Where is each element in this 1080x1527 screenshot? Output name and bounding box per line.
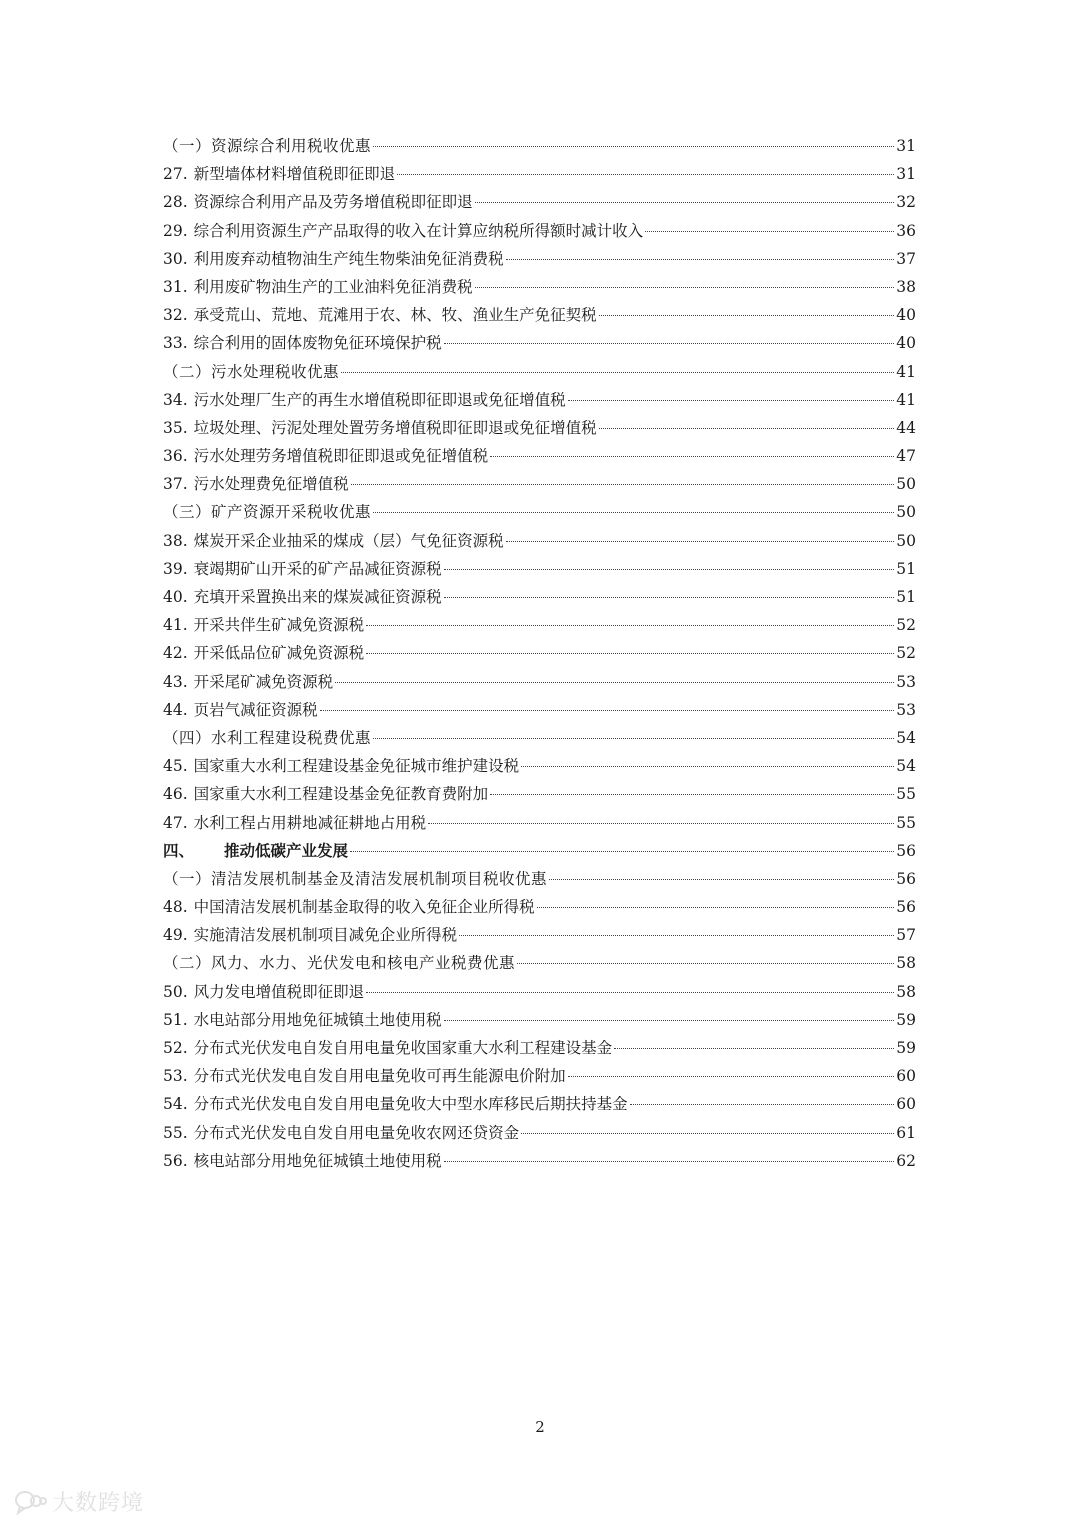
toc-entry-title: 煤炭开采企业抽采的煤成（层）气免征资源税 bbox=[193, 531, 504, 550]
toc-entry-number: 52. bbox=[163, 1039, 188, 1057]
toc-entry bbox=[163, 752, 916, 780]
toc-dot-leader bbox=[341, 372, 894, 373]
toc-section bbox=[163, 498, 916, 526]
toc-entry-number: 40. bbox=[163, 588, 188, 606]
toc-entry-number: 37. bbox=[163, 475, 188, 494]
toc-entry-title: （四）水利工程建设税费优惠 bbox=[163, 728, 372, 747]
toc-dot-leader bbox=[506, 541, 895, 542]
toc-entry bbox=[163, 301, 916, 329]
toc-entry bbox=[163, 470, 916, 498]
toc-entry-page: 55 bbox=[896, 813, 916, 832]
toc-entry-number: 29. bbox=[163, 221, 188, 240]
toc-entry-title: 中国清洁发展机制基金取得的收入免征企业所得税 bbox=[193, 898, 535, 917]
toc-entry-page: 59 bbox=[896, 1010, 916, 1029]
toc-entry-page: 56 bbox=[896, 841, 916, 860]
toc-dot-leader bbox=[490, 794, 894, 795]
toc-entry-number: 四、 bbox=[163, 840, 195, 860]
toc-entry bbox=[163, 809, 916, 837]
toc-entry bbox=[163, 1147, 916, 1175]
toc-entry-title: 开采低品位矿减免资源税 bbox=[193, 644, 365, 663]
toc-section bbox=[163, 865, 916, 893]
toc-entry-number: 34. bbox=[163, 390, 188, 409]
toc-dot-leader bbox=[475, 202, 895, 203]
toc-entry bbox=[163, 1062, 916, 1090]
toc-entry bbox=[163, 668, 916, 696]
toc-entry-page: 56 bbox=[896, 869, 916, 888]
toc-dot-leader bbox=[350, 851, 894, 852]
toc-entry bbox=[163, 329, 916, 357]
toc-dot-leader bbox=[444, 343, 895, 344]
watermark bbox=[14, 1486, 144, 1517]
toc-entry bbox=[163, 583, 916, 611]
toc-dot-leader bbox=[517, 963, 894, 964]
toc-entry-page: 61 bbox=[896, 1123, 916, 1142]
toc-entry-title: （一）资源综合利用税收优惠 bbox=[163, 137, 372, 155]
toc-dot-leader bbox=[630, 1104, 895, 1105]
toc-entry-title: 资源综合利用产品及劳务增值税即征即退 bbox=[193, 193, 473, 212]
toc-entry-page: 51 bbox=[896, 559, 916, 578]
toc-entry-number: 46. bbox=[163, 785, 188, 804]
toc-dot-leader bbox=[444, 597, 895, 598]
toc-entry-page: 31 bbox=[896, 165, 916, 184]
toc-entry-title: 实施清洁发展机制项目减免企业所得税 bbox=[193, 926, 458, 945]
toc-dot-leader bbox=[475, 287, 895, 288]
toc-entry bbox=[163, 780, 916, 808]
toc-entry-title: 综合利用的固体废物免征环境保护税 bbox=[193, 334, 442, 353]
toc-entry-number: 41. bbox=[163, 616, 188, 635]
toc-entry-title: 承受荒山、荒地、荒滩用于农、林、牧、渔业生产免征契税 bbox=[193, 306, 597, 325]
toc-entry bbox=[163, 639, 916, 667]
toc-entry bbox=[163, 160, 916, 188]
toc-entry-title: 利用废矿物油生产的工业油料免征消费税 bbox=[193, 277, 473, 296]
toc-section bbox=[163, 724, 916, 752]
toc-entry-page: 44 bbox=[896, 418, 916, 437]
toc-entry-number: 32. bbox=[163, 306, 188, 325]
toc-dot-leader bbox=[549, 879, 894, 880]
toc-dot-leader bbox=[614, 1048, 894, 1049]
toc-chapter bbox=[163, 837, 916, 865]
toc-entry bbox=[163, 527, 916, 555]
toc-entry-number: 48. bbox=[163, 898, 188, 917]
toc-entry-number: 39. bbox=[163, 559, 188, 578]
toc-entry-title: 水电站部分用地免征城镇土地使用税 bbox=[193, 1010, 442, 1029]
toc-dot-leader bbox=[537, 907, 895, 908]
toc-entry-number: 38. bbox=[163, 531, 188, 550]
table-of-contents bbox=[163, 132, 916, 1175]
toc-entry-page: 36 bbox=[896, 221, 916, 240]
toc-entry-title: 页岩气减征资源税 bbox=[193, 700, 318, 719]
toc-entry-page: 41 bbox=[896, 362, 916, 381]
toc-entry-page: 50 bbox=[896, 531, 916, 550]
toc-entry-number: 35. bbox=[163, 418, 188, 437]
toc-dot-leader bbox=[335, 682, 894, 683]
toc-entry-title: 国家重大水利工程建设基金免征城市维护建设税 bbox=[193, 757, 520, 776]
toc-dot-leader bbox=[366, 625, 894, 626]
toc-entry-number: 47. bbox=[163, 813, 188, 832]
toc-entry-number: 30. bbox=[163, 249, 188, 268]
toc-section bbox=[163, 132, 916, 160]
toc-entry-title: 水利工程占用耕地减征耕地占用税 bbox=[193, 813, 427, 832]
toc-dot-leader bbox=[645, 231, 894, 232]
toc-entry-title: 分布式光伏发电自发自用电量免收农网还贷资金 bbox=[193, 1123, 520, 1142]
toc-entry-page: 37 bbox=[896, 249, 916, 268]
toc-entry-page: 53 bbox=[896, 672, 916, 691]
toc-entry-number: 56. bbox=[163, 1151, 188, 1170]
toc-dot-leader bbox=[366, 653, 894, 654]
toc-entry bbox=[163, 696, 916, 724]
toc-dot-leader bbox=[459, 935, 894, 936]
toc-entry-title: 国家重大水利工程建设基金免征教育费附加 bbox=[193, 785, 489, 804]
toc-entry-page: 58 bbox=[896, 954, 916, 973]
toc-entry-number: 54. bbox=[163, 1095, 188, 1114]
toc-entry-page: 53 bbox=[896, 700, 916, 719]
toc-entry bbox=[163, 386, 916, 414]
toc-entry-title: 利用废弃动植物油生产纯生物柴油免征消费税 bbox=[193, 249, 504, 268]
toc-entry-number: 49. bbox=[163, 926, 188, 945]
toc-entry bbox=[163, 245, 916, 273]
page-number: 2 bbox=[535, 1418, 545, 1436]
toc-entry-number: 36. bbox=[163, 447, 188, 466]
toc-entry-number: 50. bbox=[163, 982, 188, 1001]
toc-dot-leader bbox=[373, 146, 894, 147]
toc-entry bbox=[163, 1034, 916, 1062]
toc-entry-number: 42. bbox=[163, 644, 188, 663]
toc-entry-title: 分布式光伏发电自发自用电量免收国家重大水利工程建设基金 bbox=[193, 1039, 613, 1057]
toc-entry-number: 44. bbox=[163, 700, 188, 719]
watermark-text: 大数跨境 bbox=[52, 1491, 145, 1516]
toc-entry-title: 污水处理厂生产的再生水增值税即征即退或免征增值税 bbox=[193, 390, 566, 409]
toc-entry bbox=[163, 442, 916, 470]
toc-entry bbox=[163, 1006, 916, 1034]
toc-entry-title: 核电站部分用地免征城镇土地使用税 bbox=[193, 1151, 442, 1170]
toc-entry-page: 60 bbox=[896, 1067, 916, 1086]
toc-dot-leader bbox=[444, 1161, 895, 1162]
toc-entry-number: 28. bbox=[163, 193, 188, 212]
toc-entry-page: 31 bbox=[896, 137, 916, 155]
toc-dot-leader bbox=[444, 569, 895, 570]
toc-dot-leader bbox=[428, 823, 894, 824]
toc-dot-leader bbox=[397, 174, 894, 175]
toc-dot-leader bbox=[444, 1020, 895, 1021]
toc-entry-page: 54 bbox=[896, 757, 916, 776]
toc-entry-page: 47 bbox=[896, 447, 916, 466]
toc-entry-title: （一）清洁发展机制基金及清洁发展机制项目税收优惠 bbox=[163, 869, 548, 888]
toc-dot-leader bbox=[568, 400, 895, 401]
toc-entry-page: 50 bbox=[896, 503, 916, 522]
toc-dot-leader bbox=[599, 315, 895, 316]
toc-entry-title: 衰竭期矿山开采的矿产品减征资源税 bbox=[193, 559, 442, 578]
toc-dot-leader bbox=[521, 766, 894, 767]
toc-entry-number: 45. bbox=[163, 757, 188, 776]
toc-entry bbox=[163, 555, 916, 583]
toc-entry-page: 50 bbox=[896, 475, 916, 494]
toc-entry-number: 27. bbox=[163, 165, 188, 184]
toc-entry-page: 54 bbox=[896, 728, 916, 747]
toc-entry bbox=[163, 1090, 916, 1118]
toc-entry bbox=[163, 414, 916, 442]
toc-entry-page: 32 bbox=[896, 193, 916, 212]
toc-dot-leader bbox=[506, 259, 895, 260]
toc-section bbox=[163, 949, 916, 977]
toc-entry-title: 垃圾处理、污泥处理处置劳务增值税即征即退或免征增值税 bbox=[193, 418, 597, 437]
toc-entry-title: 新型墙体材料增值税即征即退 bbox=[193, 165, 396, 184]
toc-entry-page: 52 bbox=[896, 644, 916, 663]
toc-entry-number: 33. bbox=[163, 334, 188, 353]
toc-entry bbox=[163, 978, 916, 1006]
toc-dot-leader bbox=[373, 738, 894, 739]
toc-dot-leader bbox=[599, 428, 895, 429]
toc-entry-page: 55 bbox=[896, 785, 916, 804]
toc-entry-title: 风力发电增值税即征即退 bbox=[193, 982, 365, 1001]
toc-entry-title: 充填开采置换出来的煤炭减征资源税 bbox=[193, 588, 442, 606]
toc-entry-number: 55. bbox=[163, 1123, 188, 1142]
toc-dot-leader bbox=[373, 512, 894, 513]
speech-bubble-logo-icon bbox=[14, 1489, 48, 1515]
toc-dot-leader bbox=[521, 1133, 894, 1134]
toc-dot-leader bbox=[366, 992, 894, 993]
toc-entry-number: 31. bbox=[163, 277, 188, 296]
toc-entry bbox=[163, 893, 916, 921]
toc-entry-page: 41 bbox=[896, 390, 916, 409]
toc-entry-page: 60 bbox=[896, 1095, 916, 1114]
toc-entry-page: 57 bbox=[896, 926, 916, 945]
toc-entry-number: 51. bbox=[163, 1010, 188, 1029]
toc-entry-title: 开采共伴生矿减免资源税 bbox=[193, 616, 365, 635]
toc-entry-page: 51 bbox=[896, 588, 916, 606]
toc-entry bbox=[163, 1119, 916, 1147]
toc-entry-title: 综合利用资源生产产品取得的收入在计算应纳税所得额时减计收入 bbox=[193, 221, 644, 240]
toc-entry-title: 开采尾矿减免资源税 bbox=[193, 672, 334, 691]
toc-entry bbox=[163, 921, 916, 949]
toc-entry bbox=[163, 273, 916, 301]
toc-entry-title: （二）污水处理税收优惠 bbox=[163, 362, 340, 381]
toc-section bbox=[163, 358, 916, 386]
toc-entry-title: 分布式光伏发电自发自用电量免收可再生能源电价附加 bbox=[193, 1067, 566, 1086]
toc-dot-leader bbox=[351, 484, 895, 485]
toc-entry-page: 40 bbox=[896, 334, 916, 353]
toc-entry-page: 38 bbox=[896, 277, 916, 296]
toc-entry-page: 62 bbox=[896, 1151, 916, 1170]
toc-entry-title: 推动低碳产业发展 bbox=[224, 840, 349, 860]
toc-entry-page: 56 bbox=[896, 898, 916, 917]
toc-entry-title: 污水处理劳务增值税即征即退或免征增值税 bbox=[193, 447, 489, 466]
toc-entry-page: 58 bbox=[896, 982, 916, 1001]
toc-entry-number: 43. bbox=[163, 672, 188, 691]
toc-entry-title: （二）风力、水力、光伏发电和核电产业税费优惠 bbox=[163, 954, 516, 973]
toc-entry-title: 污水处理费免征增值税 bbox=[193, 475, 349, 494]
toc-entry-number: 53. bbox=[163, 1067, 188, 1086]
toc-entry-title: （三）矿产资源开采税收优惠 bbox=[163, 503, 372, 522]
toc-entry bbox=[163, 217, 916, 245]
toc-entry-page: 59 bbox=[896, 1039, 916, 1057]
toc-entry bbox=[163, 188, 916, 216]
toc-dot-leader bbox=[490, 456, 894, 457]
toc-dot-leader bbox=[320, 710, 895, 711]
toc-entry bbox=[163, 611, 916, 639]
toc-entry-title: 分布式光伏发电自发自用电量免收大中型水库移民后期扶持基金 bbox=[193, 1095, 628, 1114]
toc-entry-page: 40 bbox=[896, 306, 916, 325]
toc-dot-leader bbox=[568, 1076, 895, 1077]
toc-entry-page: 52 bbox=[896, 616, 916, 635]
